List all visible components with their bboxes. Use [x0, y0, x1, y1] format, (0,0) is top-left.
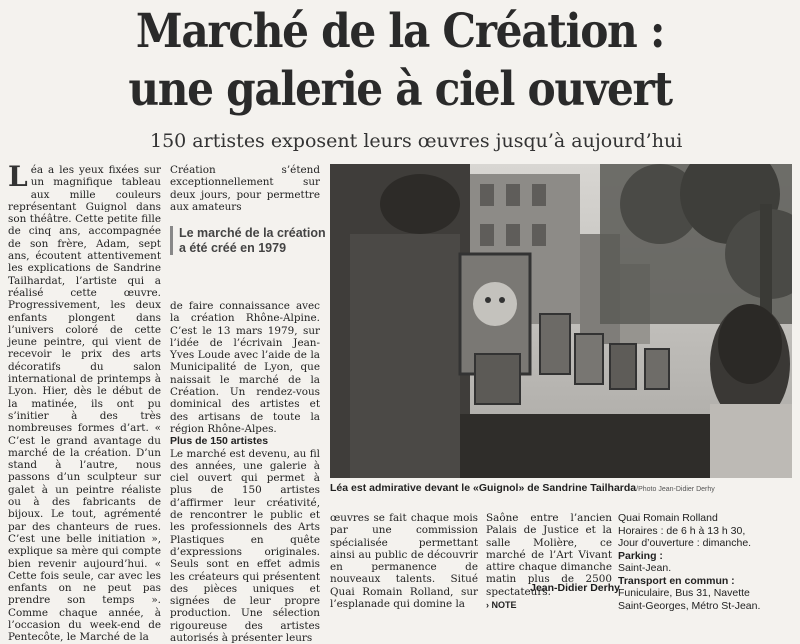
col2-para-2: Le marché est devenu, au fil des années, une galerie à ciel ouvert qui permet à plus de 150 artistes d’affirmer leur créativité, de rencontrer le public et les professionnels des Arts Plastiques en quête d’expressions originales. Seuls sont en effet admis les créateurs qui présentent des pièces uniques et signées de leur propre production. Une sélection rigoureuse des artistes autorisés à présenter leurs: [170, 447, 320, 644]
info-hours: Horaires : de 6 h à 13 h 30,: [618, 524, 746, 537]
info-location: Quai Romain Rolland: [618, 512, 718, 524]
note-label: › NOTE: [486, 600, 517, 610]
photo-illustration: [330, 164, 792, 478]
article-column-2-top: Création s’étend exceptionnellement sur deux jours, pour permettre aux amateurs: [170, 164, 320, 213]
pull-quote: Le marché de la création a été créé en 1979: [170, 226, 329, 255]
caption-text: Léa est admirative devant le «Guignol» de Sandrine Tailharda: [330, 482, 637, 494]
article-column-3: œuvres se fait chaque mois par une commission spécialisée permettant ainsi au public de découvrir en permanence de nouveaux talents. Situé Quai Romain Rolland, sur l’esplanade qui domine la: [330, 512, 478, 611]
photo-caption: [330, 482, 792, 494]
section-subhead: Plus de 150 artistes: [170, 435, 269, 448]
photo-credit: /Photo Jean-Didier Derhy: [636, 486, 715, 493]
headline-line-1: Marché de la Création :: [135, 4, 665, 59]
headline-line-2: une galerie à ciel ouvert: [128, 62, 672, 117]
info-box: [618, 512, 798, 612]
article-column-4: Saône entre l’ancien Palais de Justice et la salle Molière, ce marché de l’Art Vivant attire chaque dimanche matin plus de 2500 spectateurs.: [486, 512, 612, 598]
article-column-1: [8, 160, 161, 644]
subtitle: 150 artistes exposent leurs œuvres jusqu’à aujourd’hui: [150, 130, 683, 152]
byline: Jean-Didier Derhy: [530, 582, 620, 594]
info-transport-1: Funiculaire, Bus 31, Navette: [618, 587, 750, 599]
article-column-2-bottom: [170, 300, 320, 644]
info-transport-2: Saint-Georges, Métro St-Jean.: [618, 599, 761, 612]
info-opening-day: Jour d’ouverture : dimanche.: [618, 537, 752, 549]
col2-para-1: de faire connaissance avec la création Rhône-Alpine. C’est le 13 mars 1979, sur l’idée de l’écrivain Jean-Yves Loude avec l’aide de la Municipalité de Lyon, que naissait le marché de la Création. Un rendez-vous dominical des artistes et des artisans de toute la région Rhône-Alpes.: [170, 300, 320, 435]
info-transport-label: Transport en commun :: [618, 574, 735, 587]
info-parking-label: Parking :: [618, 549, 663, 562]
info-parking: Saint-Jean.: [618, 562, 672, 574]
col1-text: éa a les yeux fixées sur un magnifique tableau aux mille couleurs représentant Guignol dans son théâtre. Cette petite fille de cinq ans, accompagnée de son frère, Adam, sept ans, écoutent attentivement les explications de Sandrine Tailhardat, l’artiste qui a réalisé cette œuvre. Progressivement, les deux enfants plongent dans l’univers coloré de cette jeune peintre, qui vient de recevoir le prix des arts décoratifs du salon international de printemps à Lyon. Hier, dès le début de la matinée, ils ont pu s’initier à des très nombreuses formes d’art. « C’est le grand avantage du marché de la création. D’un stand à l’autre, nous passons d’un sculpteur sur galet à un peintre réaliste ou à des fabricants de bijoux. Le tout, agrémenté par des chanteurs de rues. C’est une belle initiation », explique sa mère qui compte bien revenir aujourd’hui. « Cette fois seule, car avec les enfants on ne peut pas prendre son temps ». Comme chaque année, à l’occasion du week-end de Pentecôte, le Marché de la: [8, 164, 161, 644]
market-photo: [330, 164, 792, 478]
drop-cap: L: [8, 160, 28, 193]
